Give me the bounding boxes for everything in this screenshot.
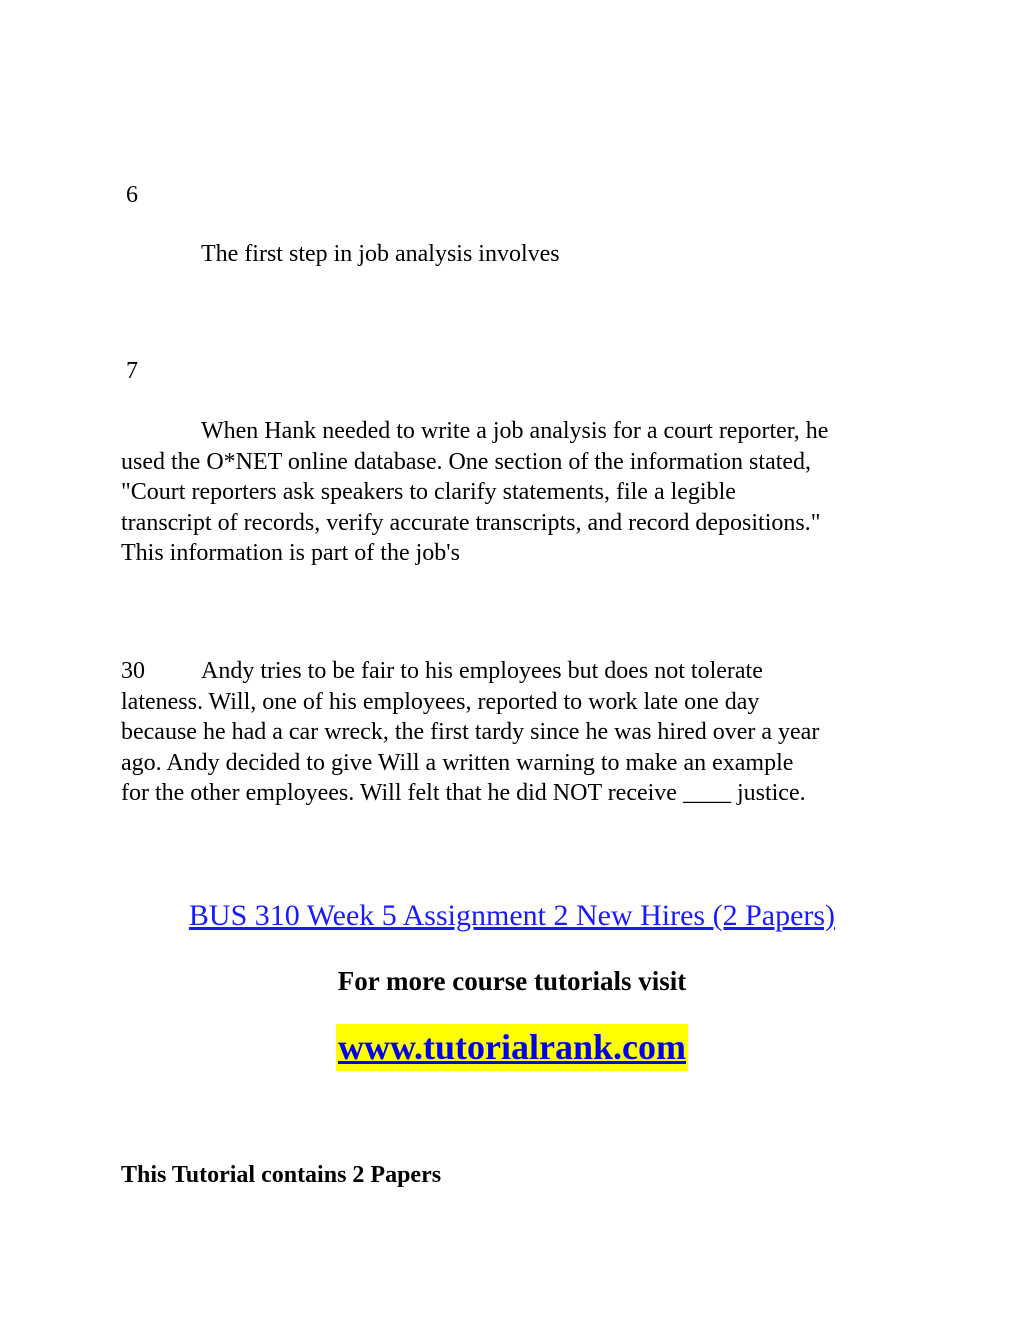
question-number-6: 6 xyxy=(126,182,138,208)
question-30-line: for the other employees. Will felt that he did NOT receive ____ justice. xyxy=(121,780,806,806)
site-highlight xyxy=(336,1024,688,1071)
site-link-wrapper xyxy=(0,1024,1024,1071)
question-30-line: ago. Andy decided to give Will a written warning to make an example xyxy=(121,749,794,776)
question-30-line: 30 Andy tries to be fair to his employees but does not tolerate xyxy=(121,656,911,687)
question-number-30: 30 xyxy=(121,658,145,684)
tutorial-contains-text: This Tutorial contains 2 Papers xyxy=(121,1162,442,1188)
question-7-line: This information is part of the job's xyxy=(121,540,460,566)
question-7-line: "Court reporters ask speakers to clarify statements, file a legible xyxy=(121,479,736,505)
question-30-line: because he had a car wreck, the first tardy since he was hired over a year xyxy=(121,719,820,745)
site-link[interactable]: www.tutorialrank.com xyxy=(338,1027,686,1067)
question-7-line: When Hank needed to write a job analysis for a court reporter, he xyxy=(201,418,829,444)
assignment-heading xyxy=(0,898,1024,934)
question-7-text xyxy=(121,416,911,569)
question-7-line: transcript of records, verify accurate transcripts, and record depositions." xyxy=(121,509,821,536)
visit-text: For more course tutorials visit xyxy=(337,966,687,996)
question-7-line: used the O*NET online database. One section of the information stated, xyxy=(121,448,812,475)
question-30-text xyxy=(121,656,911,809)
assignment-link[interactable]: BUS 310 Week 5 Assignment 2 New Hires (2 Papers) xyxy=(188,899,836,932)
question-30-line: lateness. Will, one of his employees, reported to work late one day xyxy=(121,688,760,715)
question-number-7: 7 xyxy=(126,358,138,384)
question-6-text: The first step in job analysis involves xyxy=(201,241,560,267)
